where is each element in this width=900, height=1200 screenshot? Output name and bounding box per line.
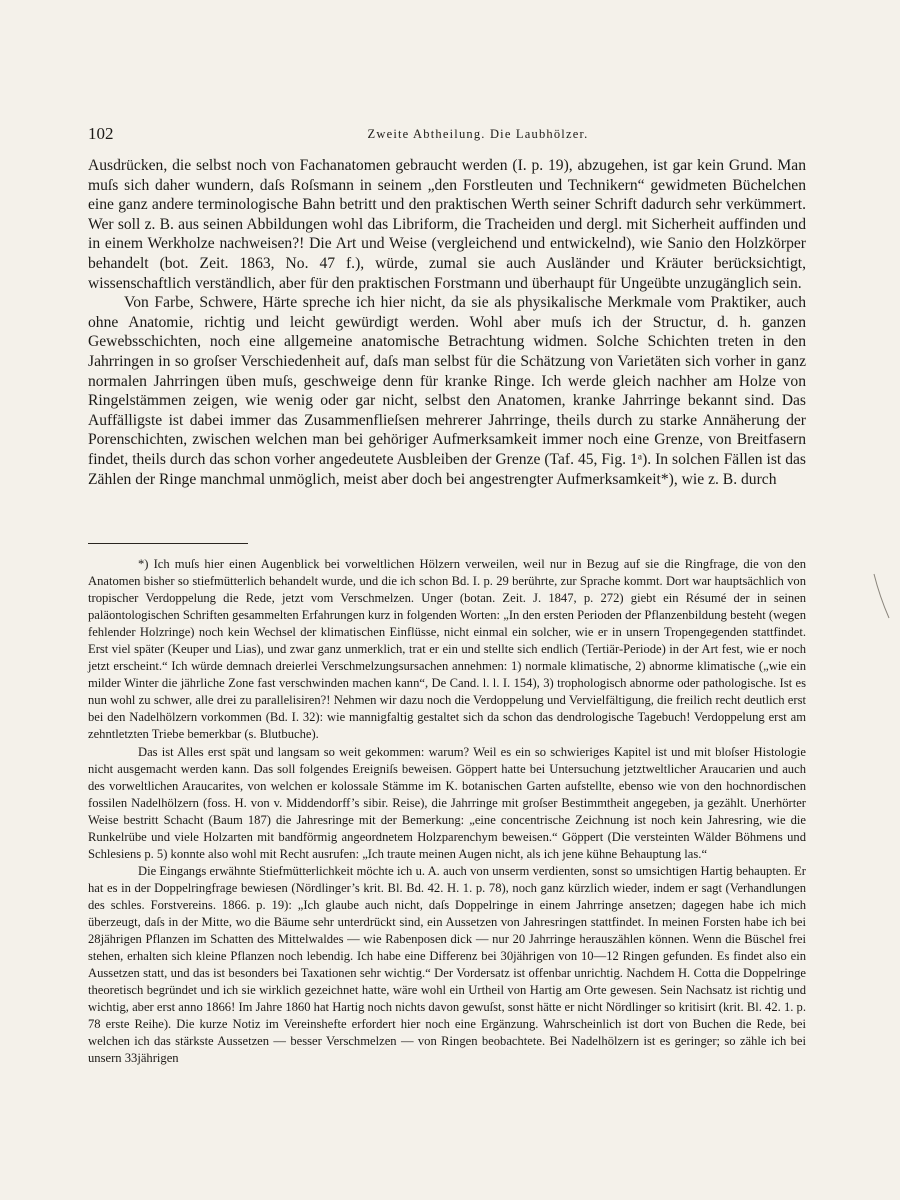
footnote-paragraph-3: Die Eingangs erwähnte Stiefmütterlichkeit möchte ich u. A. auch von unserm verdienten, sonst so umsichtigen Hartig behaupten. Er hat es in der Doppelringfrage bewiesen (Nördlinger’s krit. Bl. Bd. 42. H. 1. p. 78), noch ganz kürzlich wieder, indem er sagt (Verhandlungen des schles. Forstvereins. 1866. p. 19): „Ich glaube auch nicht, daſs Doppelringe in einem Jahrringe ansetzen; dagegen habe ich mich überzeugt, daſs in der Mitte, wo die Bäume sehr unterdrückt sind, ein Aussetzen von Jahresringen stattfindet. In meinen Forsten habe ich bei 28jährigen Pflanzen im Schatten des Mittelwaldes — wie Rabenposen dick — nur 20 Jahrringe herauszählen können. Wenn die Büschel frei stehen, erhalten sich kleine Pflanzen noch lebendig. Ich habe eine Differenz bei 30jährigen von 10—12 Ringen gefunden. Es findet also ein Aussetzen statt, und das ist besonders bei Taxationen sehr wichtig.“ Der Vordersatz ist offenbar unrichtig. Nachdem H. Cotta die Doppelringe theoretisch begründet und ich sie wirklich gezeichnet hatte, wäre wohl ein Urtheil von Hartig am Orte gewesen. Sein Nachsatz ist richtig und wichtig, aber erst anno 1866! Im Jahre 1860 hat Hartig noch nichts davon gewuſst, sonst hätte er nicht Nördlinger so kritisirt (krit. Bl. 42. 1. p. 78 erste Reihe). Die kurze Notiz im Vereinshefte erfordert hier noch eine Ergänzung. Wahrscheinlich ist dort von Buchen die Rede, bei welchen ich das stärkste Aussetzen — besser Verschmelzen — von Ringen beobachtete. Bei Nadelhölzern ist es geringer; so zähle ich bei unsern 33jährigen <box>88 863 806 1066</box>
footnotes <box>88 556 806 1067</box>
footnote-paragraph-1: *) Ich muſs hier einen Augenblick bei vorweltlichen Hölzern verweilen, weil nur in Bezug auf sie die Ringfrage, die von den Anatomen bisher so stiefmütterlich behandelt wurde, und die ich schon Bd. I. p. 29 berührte, zur Sprache kommt. Dort war hauptsächlich von tropischer Verdoppelung die Rede, jetzt vom Verschmelzen. Unger (botan. Zeit. J. 1847, p. 272) giebt ein Résumé der in seinen paläontologischen Schriften gesammelten Erfahrungen kurz in folgenden Worten: „In den ersten Perioden der Pflanzenbildung besteht (wegen fehlender Holzringe) noch kein Wechsel der klimatischen Einflüsse, nicht einmal ein solcher, wie er in unsern Tropengegenden stattfindet. Erst viel später (Keuper und Lias), und zwar ganz unmerklich, trat er ein und stellte sich endlich (Tertiär-Periode) in der Art fest, wie er noch jetzt erscheint.“ Ich würde demnach dreierlei Verschmelzungsursachen annehmen: 1) normale klimatische, 2) abnorme klimatische („wie ein milder Winter die jährliche Zone fast verschwinden machen kann“, De Cand. l. l. I. 154), 3) trophologisch abnorme oder pathologische. Ist es nun wohl zu schwer, alle drei zu parallelisiren?! Nehmen wir dazu noch die Verdoppelung und Vervielfältigung, die freilich recht deutlich erst bei den Nadelhölzern vorkommen (Bd. I. 32): wie mannigfaltig gestaltet sich da schon das dendrologische Tagebuch! Verdoppelung erst am zehntletzten Triebe bemerkbar (s. Blutbuche). <box>88 557 806 742</box>
page-number: 102 <box>88 124 114 143</box>
footnote-separator <box>88 543 248 544</box>
main-text <box>88 156 806 489</box>
running-title: Zweite Abtheilung. Die Laubhölzer. <box>367 127 589 141</box>
body-paragraph-1: Ausdrücken, die selbst noch von Fachanatomen gebraucht werden (I. p. 19), abzugehen, ist gar kein Grund. Man muſs sich daher wundern, daſs Roſsmann in seinem „den Forstleuten und Technikern“ gewidmeten Büchelchen eine ganz andere terminologische Bahn betritt und den praktischen Werth seiner Schrift dadurch sehr verkümmert. Wer soll z. B. aus seinen Abbildungen wohl das Libriform, die Tracheiden und dergl. mit Sicherheit auffinden und in einem Werkholze nachweisen?! Die Art und Weise (vergleichend und entwickelnd), wie Sanio den Holzkörper behandelt (bot. Zeit. 1863, No. 47 f.), würde, zumal sie auch Ausländer und Kräuter berücksichtigt, wissenschaftlich verständlich, aber für den praktischen Forstmann und überhaupt für Ungeübte unzugänglich sein. <box>88 157 806 292</box>
margin-pencil-mark <box>872 572 892 622</box>
body-paragraph-2: Von Farbe, Schwere, Härte spreche ich hier nicht, da sie als physikalische Merkmale vom Praktiker, auch ohne Anatomie, richtig und leicht gewürdigt werden. Wohl aber muſs ich der Structur, d. h. ganzen Gewebsschichten, noch eine allgemeine anatomische Betrachtung widmen. Solche Schichten treten in den Jahrringen in so groſser Verschiedenheit auf, daſs man selbst für die Schätzung von Varietäten sich vorher in ganz normalen Jahrringen üben muſs, geschweige denn für kranke Ringe. Ich werde gleich nachher am Holze von Ringelstämmen zeigen, wie wenig oder gar nicht, selbst den Anatomen, kranke Jahrringe bekannt sind. Das Auffälligste ist dabei immer das Zusammenflieſsen mehrerer Jahrringe, theils durch zu starke Annäherung der Porenschichten, zwischen welchen man bei gehöriger Aufmerksamkeit immer noch eine Grenze, von Breitfasern findet, theils durch das schon vorher angedeutete Ausbleiben der Grenze (Taf. 45, Fig. 1ᵃ). In solchen Fällen ist das Zählen der Ringe manchmal unmöglich, meist aber doch bei angestrengter Aufmerksamkeit*), wie z. B. durch <box>88 294 806 488</box>
page-header <box>88 124 808 150</box>
footnote-paragraph-2: Das ist Alles erst spät und langsam so weit gekommen: warum? Weil es ein so schwieriges Kapitel ist und mit bloſser Histologie nicht ausgemacht werden kann. Das soll folgendes Ereigniſs beweisen. Göppert hatte bei Untersuchung jetztweltlicher Araucarien und auch des vorweltlichen Araucarites, von welchen er kolossale Stämme im K. botanischen Garten aufstellte, ebenso wie von den hochnordischen fossilen Nadelhölzern (foss. H. von v. Middendorff’s sibir. Reise), die Jahrringe mit groſser Bestimmtheit angegeben, ja gezählt. Unerhörter Weise bestritt Schacht (Baum 187) die Jahresringe mit der Bemerkung: „eine concentrische Zeichnung ist noch kein Jahresring, wie die Runkelrübe und viele Holzarten mit bandförmig angeordnetem Holzparenchym beweisen.“ Göppert (Die versteinten Wälder Böhmens und Schlesiens p. 5) konnte also wohl mit Recht ausrufen: „Ich traute meinen Augen nicht, als ich jene kühne Behauptung las.“ <box>88 744 806 861</box>
